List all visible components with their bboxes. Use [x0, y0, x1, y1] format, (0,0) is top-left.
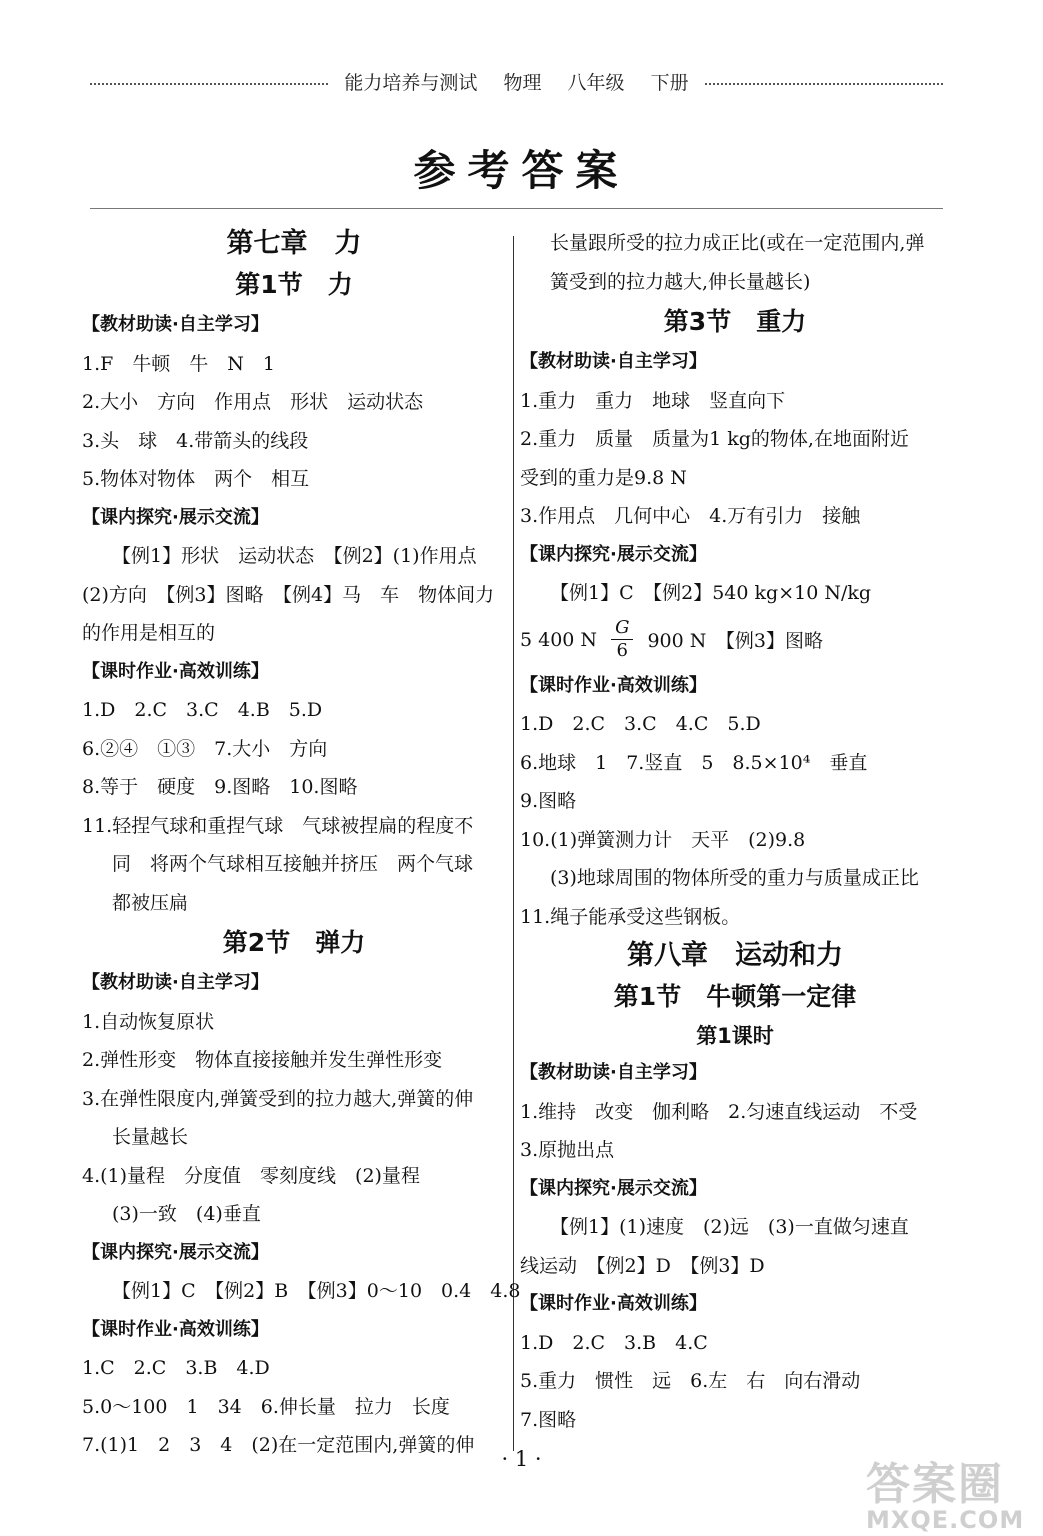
answer-line: 1.D 2.C 3.C 4.C 5.D: [520, 713, 761, 735]
answer-line: 1.重力 重力 地球 竖直向下: [520, 389, 786, 412]
answer-line: 11.轻捏气球和重捏气球 气球被捏扁的程度不: [82, 814, 474, 837]
answer-line: 3.原抛出点: [520, 1139, 615, 1161]
header-book: 能力培养与测试: [344, 71, 478, 94]
section-heading: 第2节 弹力: [222, 928, 366, 957]
answer-line: 3.在弹性限度内,弹簧受到的拉力越大,弹簧的伸: [82, 1087, 474, 1110]
page-header: [90, 64, 943, 98]
page-number: · 1 ·: [501, 1447, 542, 1471]
right-column-top: [520, 224, 950, 613]
answer-line: 【例1】(1)速度 (2)远 (3)一直做匀速直: [550, 1216, 909, 1238]
section-heading: 第1节 力: [235, 270, 353, 299]
lesson-heading: 第1课时: [696, 1024, 774, 1048]
header-dots-right: [705, 83, 943, 85]
subsection-label: 【课内探究·展示交流】: [520, 543, 707, 565]
subsection-label: 【课内探究·展示交流】: [520, 1177, 707, 1199]
answer-line: 6.地球 1 7.竖直 5 8.5×10⁴ 垂直: [520, 751, 868, 774]
section-heading: 第3节 重力: [663, 307, 807, 336]
fraction-answer-row: [520, 613, 950, 667]
answer-line: (2)方向 【例3】图略 【例4】马 车 物体间力: [82, 583, 495, 606]
answer-line: 同 将两个气球相互接触并挤压 两个气球: [112, 853, 474, 875]
site-watermark: [866, 1448, 1036, 1532]
answer-line: 1.维持 改变 伽利略 2.匀速直线运动 不受: [520, 1100, 918, 1123]
answer-line: 4.(1)量程 分度值 零刻度线 (2)量程: [82, 1164, 420, 1187]
subsection-label: 【课时作业·高效训练】: [82, 660, 269, 682]
subsection-label: 【教材助读·自主学习】: [82, 314, 269, 335]
header-grade: 八年级: [567, 71, 625, 94]
answer-line: 1.F 牛顿 牛 N 1: [82, 352, 276, 375]
answer-line: 1.D 2.C 3.B 4.C: [520, 1331, 708, 1354]
answer-line: 6.②④ ①③ 7.大小 方向: [82, 737, 328, 760]
page-title: 参考答案: [413, 146, 630, 195]
subsection-label: 【课时作业·高效训练】: [82, 1318, 269, 1340]
answer-line: 8.等于 硬度 9.图略 10.图略: [82, 776, 358, 798]
subsection-label: 【课时作业·高效训练】: [520, 1293, 707, 1314]
answer-line: 线运动 【例2】D 【例3】D: [520, 1254, 765, 1277]
chapter-heading: 第七章 力: [226, 228, 362, 259]
header-volume: 下册: [650, 71, 689, 94]
answer-line: 1.D 2.C 3.C 4.B 5.D: [82, 699, 323, 721]
fraction-before: 5 400 N: [520, 628, 598, 651]
answer-line: 2.大小 方向 作用点 形状 运动状态: [82, 391, 424, 413]
answer-line: 5.物体对物体 两个 相互: [82, 468, 310, 490]
right-column-bottom: [520, 667, 950, 1440]
subsection-label: 【课内探究·展示交流】: [82, 506, 269, 528]
header-subject: 物理: [503, 71, 542, 94]
header-text: [328, 68, 704, 95]
answer-line: 5.重力 惯性 远 6.左 右 向右滑动: [520, 1370, 861, 1392]
answer-line: 【例1】C 【例2】B 【例3】0～10 0.4 4.8: [112, 1280, 521, 1302]
subsection-label: 【课内探究·展示交流】: [82, 1241, 269, 1263]
subsection-label: 【教材助读·自主学习】: [520, 351, 707, 372]
answer-line: 5.0～100 1 34 6.伸长量 拉力 长度: [82, 1395, 450, 1418]
watermark-line1: 答案圈: [866, 1459, 1004, 1510]
chapter-heading: 第八章 运动和力: [627, 940, 843, 971]
title-rule: [90, 208, 943, 209]
answer-line: 7.(1)1 2 3 4 (2)在一定范围内,弹簧的伸: [82, 1434, 475, 1456]
answer-line: 长量跟所受的拉力成正比(或在一定范围内,弹: [550, 232, 925, 254]
fraction: [611, 617, 633, 662]
watermark-line2: MXQE.COM: [866, 1506, 1025, 1534]
answer-line: (3)地球周围的物体所受的重力与质量成正比: [550, 867, 919, 889]
fraction-numerator: G: [611, 617, 633, 640]
answer-line: (3)一致 (4)垂直: [112, 1203, 261, 1225]
section-heading: 第1节 牛顿第一定律: [613, 982, 857, 1011]
answer-line: 11.绳子能承受这些钢板。: [520, 905, 741, 928]
left-column: [82, 224, 521, 1465]
subsection-label: 【教材助读·自主学习】: [82, 972, 269, 993]
answer-line: 3.头 球 4.带箭头的线段: [82, 429, 309, 452]
fraction-denominator: 6: [616, 640, 628, 661]
answer-line: 都被压扁: [112, 891, 189, 914]
answer-line: 1.C 2.C 3.B 4.D: [82, 1357, 270, 1379]
answer-line: 长量越长: [112, 1126, 189, 1148]
answer-line: 【例1】C 【例2】540 kg×10 N/kg: [550, 582, 872, 604]
header-dots-left: [90, 83, 328, 85]
answer-line: 2.弹性形变 物体直接接触并发生弹性形变: [82, 1049, 443, 1071]
right-column: [520, 224, 950, 1439]
answer-line: 7.图略: [520, 1408, 577, 1431]
fraction-after: 900 N 【例3】图略: [647, 630, 823, 652]
answer-line: 受到的重力是9.8 N: [520, 466, 687, 489]
subsection-label: 【课时作业·高效训练】: [520, 674, 707, 696]
answer-line: 簧受到的拉力越大,伸长量越长): [550, 270, 811, 293]
answer-line: 9.图略: [520, 790, 577, 812]
answer-line: 10.(1)弹簧测力计 天平 (2)9.8: [520, 828, 806, 851]
answer-line: 1.自动恢复原状: [82, 1010, 215, 1033]
answer-line: 3.作用点 几何中心 4.万有引力 接触: [520, 505, 861, 527]
column-divider: [513, 236, 514, 1451]
answer-line: 的作用是相互的: [82, 622, 216, 644]
answer-line: 2.重力 质量 质量为1 kg的物体,在地面附近: [520, 428, 909, 450]
subsection-label: 【教材助读·自主学习】: [520, 1062, 707, 1083]
answer-line: 【例1】形状 运动状态 【例2】(1)作用点: [112, 545, 477, 567]
